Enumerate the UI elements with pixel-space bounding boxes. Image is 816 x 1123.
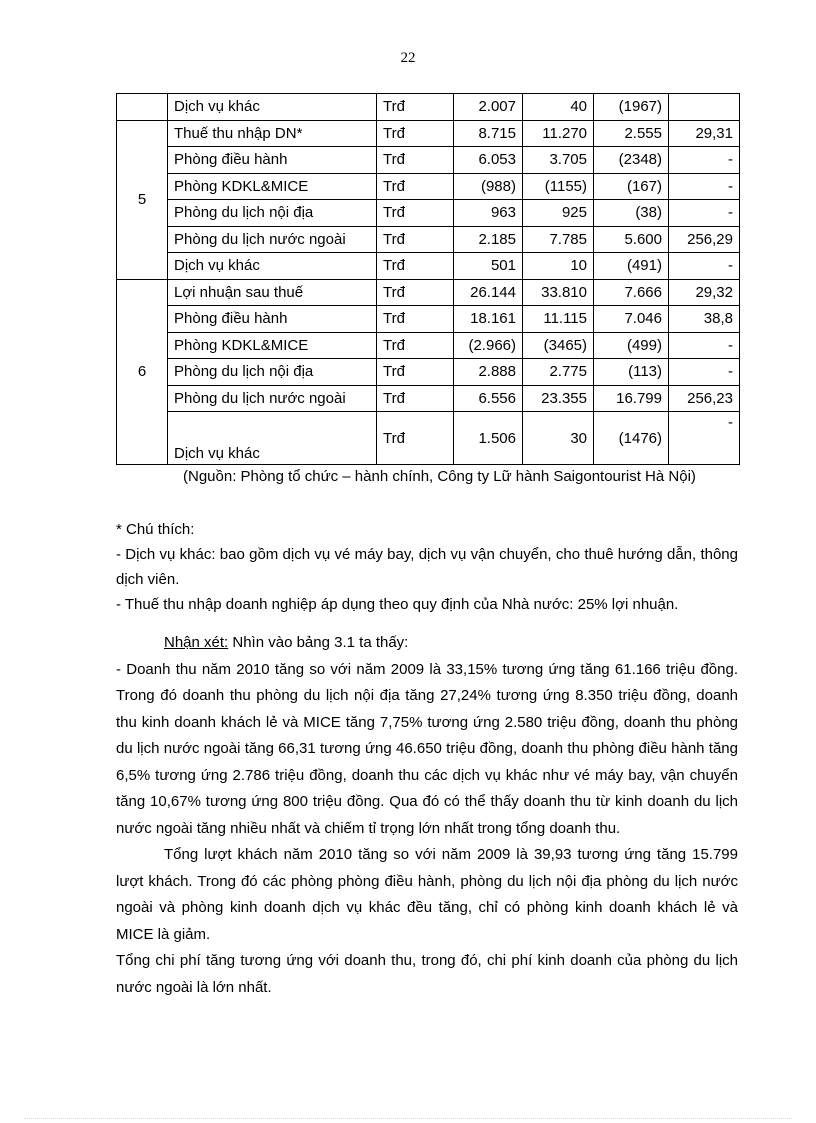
unit-cell: Trđ xyxy=(377,147,454,174)
percent-cell xyxy=(669,94,740,121)
value-2009-cell: 6.556 xyxy=(454,385,523,412)
item-name-cell: Phòng du lịch nước ngoài xyxy=(168,385,377,412)
value-2010-cell: 30 xyxy=(523,412,594,465)
table-row xyxy=(117,306,740,333)
value-2009-cell: 501 xyxy=(454,253,523,280)
row-index-cell: 6 xyxy=(117,279,168,465)
value-2009-cell: (988) xyxy=(454,173,523,200)
note-item: - Dịch vụ khác: bao gồm dịch vụ vé máy bay, dịch vụ vận chuyển, cho thuê hướng dẫn, thông dịch viên. xyxy=(116,546,738,588)
unit-cell: Trđ xyxy=(377,306,454,333)
value-2009-cell: 1.506 xyxy=(454,412,523,465)
item-name-cell: Phòng du lịch nội địa xyxy=(168,359,377,386)
value-2010-cell: 11.270 xyxy=(523,120,594,147)
item-name-cell: Phòng KDKL&MICE xyxy=(168,332,377,359)
page-bottom-divider xyxy=(24,1118,792,1119)
value-2010-cell: 40 xyxy=(523,94,594,121)
value-2010-cell: 7.785 xyxy=(523,226,594,253)
difference-cell: 5.600 xyxy=(594,226,669,253)
percent-cell: - xyxy=(669,200,740,227)
percent-cell: - xyxy=(669,253,740,280)
value-2009-cell: (2.966) xyxy=(454,332,523,359)
value-2010-cell: 3.705 xyxy=(523,147,594,174)
unit-cell: Trđ xyxy=(377,94,454,121)
value-2009-cell: 963 xyxy=(454,200,523,227)
item-name-cell: Dịch vụ khác xyxy=(168,94,377,121)
notes-section xyxy=(116,517,738,617)
difference-cell: (1967) xyxy=(594,94,669,121)
percent-cell: - xyxy=(669,147,740,174)
percent-cell: 38,8 xyxy=(669,306,740,333)
table-row xyxy=(117,147,740,174)
difference-cell: 7.666 xyxy=(594,279,669,306)
difference-cell: (499) xyxy=(594,332,669,359)
percent-cell: - xyxy=(669,412,740,465)
value-2009-cell: 2.007 xyxy=(454,94,523,121)
value-2009-cell: 8.715 xyxy=(454,120,523,147)
value-2009-cell: 2.185 xyxy=(454,226,523,253)
value-2010-cell: 925 xyxy=(523,200,594,227)
review-paragraph: Tổng chi phí tăng tương ứng với doanh thu, trong đó, chi phí kinh doanh của phòng du lịch nước ngoài là lớn nhất. xyxy=(116,952,738,996)
item-name-cell: Phòng điều hành xyxy=(168,147,377,174)
unit-cell: Trđ xyxy=(377,279,454,306)
value-2009-cell: 26.144 xyxy=(454,279,523,306)
difference-cell: (491) xyxy=(594,253,669,280)
unit-cell: Trđ xyxy=(377,253,454,280)
row-index-cell: 5 xyxy=(117,120,168,279)
percent-cell: - xyxy=(669,359,740,386)
value-2010-cell: 33.810 xyxy=(523,279,594,306)
value-2010-cell: 23.355 xyxy=(523,385,594,412)
difference-cell: 2.555 xyxy=(594,120,669,147)
table-row xyxy=(117,332,740,359)
table-source-note: (Nguồn: Phòng tổ chức – hành chính, Công ty Lữ hành Saigontourist Hà Nội) xyxy=(183,468,696,485)
note-item: - Thuế thu nhập doanh nghiệp áp dụng theo quy định của Nhà nước: 25% lợi nhuận. xyxy=(116,596,679,613)
item-name-cell: Phòng điều hành xyxy=(168,306,377,333)
value-2009-cell: 18.161 xyxy=(454,306,523,333)
table-row xyxy=(117,359,740,386)
unit-cell: Trđ xyxy=(377,173,454,200)
table-row xyxy=(117,94,740,121)
unit-cell: Trđ xyxy=(377,359,454,386)
table-row xyxy=(117,385,740,412)
item-name-cell: Dịch vụ khác xyxy=(168,253,377,280)
table-row xyxy=(117,200,740,227)
review-label: Nhận xét: xyxy=(164,634,229,651)
percent-cell: 29,32 xyxy=(669,279,740,306)
review-paragraph: - Doanh thu năm 2010 tăng so với năm 2009 là 33,15% tương ứng tăng 61.166 triệu đồng. Trong đó doanh thu phòng du lịch nội địa tăng 27,24% tương ứng 8.350 triệu đồng, doanh thu kinh doanh khách lẻ và MICE tăng 7,75% tương ứng 2.580 triệu đồng, doanh thu phòng du lịch nước ngoài tăng 66,31 tương ứng 46.650 triệu đồng, doanh thu phòng điều hành tăng 6,5% tương ứng 2.786 triệu đồng, doanh thu các dịch vụ khác như vé máy bay, vận chuyển tăng 10,67% tương ứng 800 triệu đồng. Qua đó có thể thấy doanh thu từ kinh doanh du lịch nước ngoài tăng nhiều nhất và chiếm tỉ trọng lớn nhất trong tổng doanh thu. xyxy=(116,660,738,837)
item-name-cell: Dịch vụ khác xyxy=(168,412,377,465)
percent-cell: 29,31 xyxy=(669,120,740,147)
unit-cell: Trđ xyxy=(377,120,454,147)
item-name-cell: Phòng KDKL&MICE xyxy=(168,173,377,200)
value-2010-cell: (3465) xyxy=(523,332,594,359)
value-2010-cell: (1155) xyxy=(523,173,594,200)
item-name-cell: Phòng du lịch nước ngoài xyxy=(168,226,377,253)
financial-table xyxy=(116,93,740,465)
percent-cell: - xyxy=(669,173,740,200)
page-number: 22 xyxy=(400,50,416,66)
table-row xyxy=(117,173,740,200)
review-intro-text: Nhìn vào bảng 3.1 ta thấy: xyxy=(228,634,409,651)
value-2010-cell: 10 xyxy=(523,253,594,280)
notes-heading: * Chú thích: xyxy=(116,521,195,538)
review-section xyxy=(116,630,738,1001)
table-row xyxy=(117,253,740,280)
item-name-cell: Thuế thu nhập DN* xyxy=(168,120,377,147)
difference-cell: 7.046 xyxy=(594,306,669,333)
difference-cell: (38) xyxy=(594,200,669,227)
table-row xyxy=(117,412,740,465)
percent-cell: 256,29 xyxy=(669,226,740,253)
value-2009-cell: 2.888 xyxy=(454,359,523,386)
difference-cell: 16.799 xyxy=(594,385,669,412)
unit-cell: Trđ xyxy=(377,412,454,465)
value-2010-cell: 2.775 xyxy=(523,359,594,386)
difference-cell: (1476) xyxy=(594,412,669,465)
difference-cell: (113) xyxy=(594,359,669,386)
table-row xyxy=(117,120,740,147)
value-2010-cell: 11.115 xyxy=(523,306,594,333)
unit-cell: Trđ xyxy=(377,226,454,253)
table-row xyxy=(117,226,740,253)
review-paragraph: Tổng lượt khách năm 2010 tăng so với năm 2009 là 39,93 tương ứng tăng 15.799 lượt khách. Trong đó các phòng phòng điều hành, phòng du lịch nội địa phòng du lịch nước ngoài và phòng kinh doanh dịch vụ khác đều tăng, chỉ có phòng kinh doanh khách lẻ và MICE là giảm. xyxy=(116,846,738,943)
value-2009-cell: 6.053 xyxy=(454,147,523,174)
percent-cell: 256,23 xyxy=(669,385,740,412)
item-name-cell: Lợi nhuận sau thuế xyxy=(168,279,377,306)
difference-cell: (167) xyxy=(594,173,669,200)
unit-cell: Trđ xyxy=(377,200,454,227)
unit-cell: Trđ xyxy=(377,385,454,412)
table-row xyxy=(117,279,740,306)
percent-cell: - xyxy=(669,332,740,359)
review-intro xyxy=(116,630,738,657)
row-index-cell xyxy=(117,94,168,121)
unit-cell: Trđ xyxy=(377,332,454,359)
item-name-cell: Phòng du lịch nội địa xyxy=(168,200,377,227)
difference-cell: (2348) xyxy=(594,147,669,174)
